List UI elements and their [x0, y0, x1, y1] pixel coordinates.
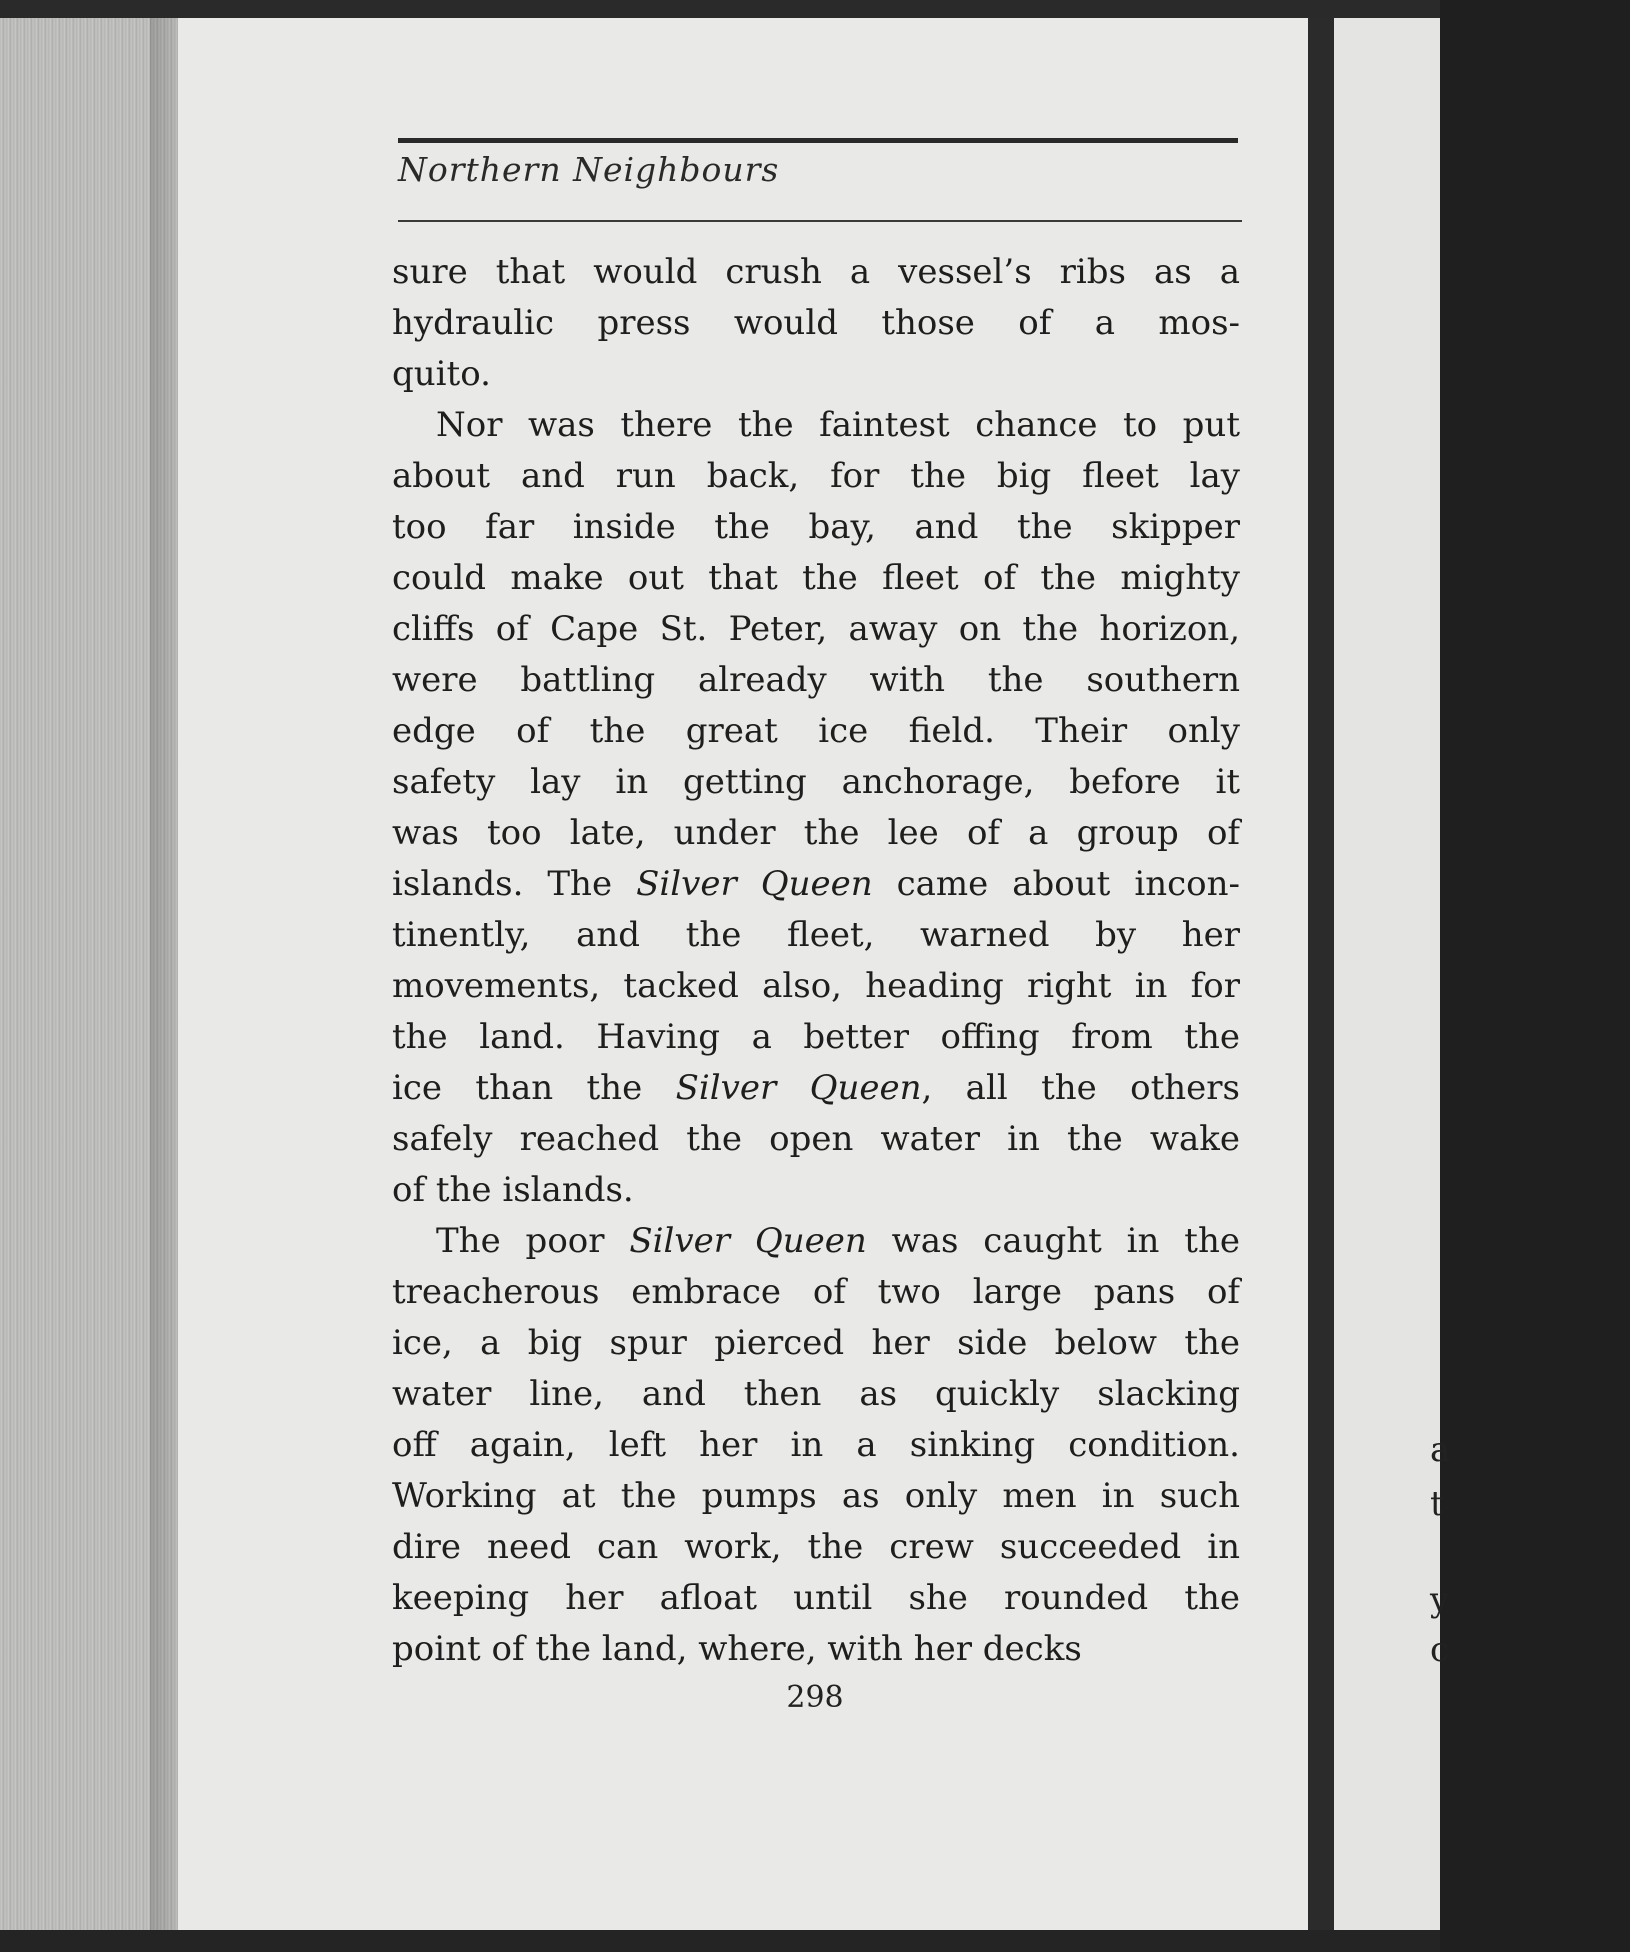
- text-line: point of the land, where, with her decks: [392, 1629, 1082, 1669]
- text-line: keeping her afloat until she rounded the: [392, 1578, 1240, 1618]
- text-line: ice than the Silver Queen, all the others: [392, 1068, 1240, 1108]
- text-line: off again, left her in a sinking condition.: [392, 1425, 1240, 1465]
- text-line: sure that would crush a vessel’s ribs as a: [392, 252, 1240, 292]
- scan-top-edge: [0, 0, 1440, 18]
- text-line: The poor Silver Queen was caught in the: [436, 1221, 1240, 1261]
- text-line: the land. Having a better offing from the: [392, 1017, 1240, 1057]
- text-line: treacherous embrace of two large pans of: [392, 1272, 1240, 1312]
- facing-page-mark: y: [1430, 1580, 1450, 1620]
- text-line: of the islands.: [392, 1170, 634, 1210]
- ship-name: Silver Queen: [636, 864, 873, 904]
- text-line: cliffs of Cape St. Peter, away on the horizon,: [392, 609, 1240, 649]
- header-rule-top: [398, 138, 1238, 143]
- text-line: could make out that the fleet of the mighty: [392, 558, 1240, 598]
- text-line: too far inside the bay, and the skipper: [392, 507, 1240, 547]
- text-line: Nor was there the faintest chance to put: [436, 405, 1240, 445]
- text-line: movements, tacked also, heading right in for: [392, 966, 1240, 1006]
- text-line: dire need can work, the crew succeeded in: [392, 1527, 1240, 1567]
- text-line: islands. The Silver Queen came about incon-: [392, 864, 1240, 904]
- facing-page: [1334, 18, 1440, 1930]
- ship-name: Silver Queen: [675, 1068, 922, 1108]
- book-gutter: [1308, 18, 1334, 1930]
- facing-page-mark: t: [1430, 1484, 1444, 1524]
- text-line: edge of the great ice field. Their only: [392, 711, 1240, 751]
- scan-bottom-edge: [0, 1930, 1440, 1952]
- text-line: safely reached the open water in the wake: [392, 1119, 1240, 1159]
- text-line: were battling already with the southern: [392, 660, 1240, 700]
- facing-page-mark: a: [1430, 1430, 1451, 1470]
- text-line: hydraulic press would those of a mos-: [392, 303, 1240, 343]
- text-line: safety lay in getting anchorage, before it: [392, 762, 1240, 802]
- text-line: was too late, under the lee of a group of: [392, 813, 1240, 853]
- facing-page-mark: c: [1430, 1630, 1450, 1670]
- running-head: Northern Neighbours: [398, 150, 780, 189]
- ship-name: Silver Queen: [629, 1221, 867, 1261]
- header-rule-bottom: [398, 220, 1242, 222]
- body-text: [392, 247, 1240, 1675]
- text-line: quito.: [392, 354, 491, 394]
- text-line: Working at the pumps as only men in such: [392, 1476, 1240, 1516]
- text-line: ice, a big spur pierced her side below the: [392, 1323, 1240, 1363]
- text-line: tinently, and the fleet, warned by her: [392, 915, 1240, 955]
- text-line: about and run back, for the big fleet lay: [392, 456, 1240, 496]
- page-number: 298: [786, 1680, 844, 1715]
- text-line: water line, and then as quickly slacking: [392, 1374, 1240, 1414]
